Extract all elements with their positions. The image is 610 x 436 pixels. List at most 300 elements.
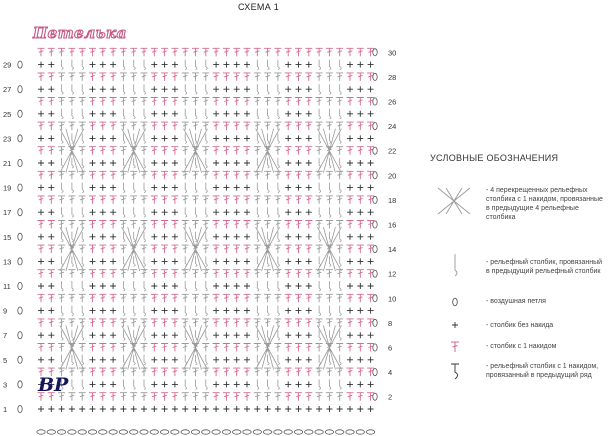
double-crochet-stitch <box>295 319 302 327</box>
double-crochet-stitch <box>285 270 292 278</box>
row-number-left: 3 <box>3 380 8 390</box>
double-crochet-stitch <box>285 73 292 81</box>
relief-post-stitch <box>278 84 280 94</box>
double-crochet-stitch <box>254 245 261 253</box>
double-crochet-stitch <box>285 147 292 155</box>
double-crochet-stitch <box>120 196 127 204</box>
double-crochet-stitch <box>295 294 302 302</box>
single-crochet-stitch <box>357 62 363 68</box>
double-crochet-stitch <box>357 294 364 302</box>
double-crochet-stitch <box>141 393 148 401</box>
double-crochet-stitch <box>110 221 117 229</box>
double-crochet-stitch <box>213 270 220 278</box>
turning-chain <box>18 332 22 339</box>
double-crochet-stitch <box>58 171 65 179</box>
single-crochet-stitch <box>244 62 250 68</box>
row-number-left: 29 <box>3 60 12 70</box>
relief-post-stitch <box>123 60 125 70</box>
relief-post-stitch <box>72 379 74 389</box>
double-crochet-stitch <box>254 171 261 179</box>
double-crochet-stitch <box>58 147 65 155</box>
chain-stitch <box>294 430 302 434</box>
relief-post-stitch <box>268 109 270 119</box>
double-crochet-stitch <box>130 270 137 278</box>
double-crochet-stitch <box>58 98 65 106</box>
double-crochet-stitch <box>316 245 323 253</box>
double-crochet-stitch <box>295 245 302 253</box>
double-crochet-stitch <box>357 393 364 401</box>
double-crochet-stitch <box>130 319 137 327</box>
double-crochet-stitch <box>223 221 230 229</box>
double-crochet-stitch <box>357 147 364 155</box>
double-crochet-stitch <box>336 368 343 376</box>
single-crochet-stitch <box>151 86 157 92</box>
single-crochet-stitch <box>172 332 178 338</box>
relief-post-stitch <box>340 330 342 340</box>
single-crochet-stitch <box>275 406 281 412</box>
double-crochet-stitch <box>305 48 312 56</box>
double-crochet-stitch <box>295 196 302 204</box>
relief-post-stitch <box>144 133 146 143</box>
single-crochet-stitch <box>244 135 250 141</box>
double-crochet-stitch <box>120 73 127 81</box>
double-crochet-stitch <box>202 171 209 179</box>
chain-stitch <box>150 430 158 434</box>
double-crochet-stitch <box>141 98 148 106</box>
double-crochet-stitch <box>254 368 261 376</box>
double-crochet-stitch <box>213 171 220 179</box>
double-crochet-stitch <box>120 344 127 352</box>
double-crochet-stitch <box>254 221 261 229</box>
single-crochet-stitch <box>306 62 312 68</box>
double-crochet-stitch <box>192 98 199 106</box>
single-crochet-stitch <box>162 86 168 92</box>
single-crochet-stitch <box>172 258 178 264</box>
double-crochet-stitch <box>151 147 158 155</box>
double-crochet-stitch <box>99 270 106 278</box>
double-crochet-stitch <box>336 122 343 130</box>
double-crochet-stitch <box>336 98 343 106</box>
single-crochet-stitch <box>48 111 54 117</box>
relief-post-stitch <box>319 60 321 70</box>
single-crochet-stitch <box>48 234 54 240</box>
relief-post-stitch <box>134 207 136 217</box>
double-crochet-stitch <box>202 368 209 376</box>
single-crochet-stitch <box>213 209 219 215</box>
double-crochet-stitch <box>89 48 96 56</box>
row-number-left: 13 <box>3 257 12 267</box>
relief-stitches <box>60 60 342 390</box>
double-crochet-stitch <box>295 147 302 155</box>
double-crochet-stitch <box>192 48 199 56</box>
single-crochet-stitch <box>347 135 353 141</box>
single-crochet-stitch <box>151 332 157 338</box>
double-crochet-stitch <box>357 319 364 327</box>
single-crochet-stitch <box>357 258 363 264</box>
double-crochet-stitch <box>285 171 292 179</box>
double-crochet-stitch <box>89 270 96 278</box>
single-crochet-stitch <box>296 308 302 314</box>
single-crochet-stitch <box>285 111 291 117</box>
single-crochet-stitch <box>172 406 178 412</box>
double-crochet-stitch <box>110 73 117 81</box>
relief-post-stitch <box>123 379 125 389</box>
double-crochet-stitch <box>223 196 230 204</box>
double-crochet-stitch <box>99 344 106 352</box>
relief-post-stitch <box>82 306 84 316</box>
row-number-right: 30 <box>388 48 397 58</box>
relief-post-stitch <box>319 109 321 119</box>
relief-post-stitch <box>144 183 146 193</box>
double-crochet-stitch <box>161 171 168 179</box>
single-crochet-stitch <box>90 209 96 215</box>
double-crochet-stitch <box>171 171 178 179</box>
double-crochet-stitch <box>357 344 364 352</box>
single-crochet-stitch <box>234 185 240 191</box>
double-crochet-stitch <box>285 344 292 352</box>
single-crochet-stitch <box>285 135 291 141</box>
relief-post-stitch <box>144 158 146 168</box>
double-crochet-stitch <box>58 122 65 130</box>
double-crochet-stitch <box>305 393 312 401</box>
single-crochet-stitch <box>357 135 363 141</box>
double-crochet-stitch <box>244 270 251 278</box>
double-crochet-stitch <box>161 98 168 106</box>
double-crochet-stitch <box>233 171 240 179</box>
single-crochet-stitch <box>151 209 157 215</box>
single-crochet-stitch <box>48 62 54 68</box>
double-crochet-stitch <box>79 122 86 130</box>
single-crochet-stitch <box>100 308 106 314</box>
single-crochet-stitch <box>141 406 147 412</box>
single-crochet-stitch <box>100 86 106 92</box>
relief-post-stitch <box>134 256 136 266</box>
relief-post-stitch <box>268 355 270 365</box>
double-crochet-stitch <box>254 270 261 278</box>
double-crochet-stitch <box>99 98 106 106</box>
double-crochet-stitch <box>79 196 86 204</box>
double-crochet-stitch <box>151 98 158 106</box>
single-crochet-stitch <box>38 357 44 363</box>
double-crochet-stitch <box>79 270 86 278</box>
single-crochet-stitch <box>244 160 250 166</box>
double-crochet-stitch <box>120 294 127 302</box>
turning-chain <box>18 86 22 93</box>
row-number-left: 21 <box>3 159 12 168</box>
double-crochet-stitch <box>233 196 240 204</box>
single-crochet-stitch <box>223 381 229 387</box>
double-crochet-stitch <box>264 319 271 327</box>
single-crochet-stitch <box>306 160 312 166</box>
single-crochet-stitch <box>357 185 363 191</box>
turning-chain <box>373 369 377 376</box>
double-crochet-stitch <box>223 270 230 278</box>
relief-post-stitch <box>144 355 146 365</box>
relief-post-stitch <box>134 109 136 119</box>
single-crochet-stitch <box>306 111 312 117</box>
single-crochet-stitch <box>213 185 219 191</box>
double-crochet-stitch <box>347 73 354 81</box>
relief-post-stitch <box>278 133 280 143</box>
single-crochet-stitch <box>234 86 240 92</box>
single-crochet-stitch <box>110 234 116 240</box>
relief-post-stitch <box>329 330 331 340</box>
single-crochet-stitch <box>90 357 96 363</box>
single-crochet-stitch <box>347 258 353 264</box>
double-crochet-stitch <box>305 171 312 179</box>
double-crochet-stitch <box>79 48 86 56</box>
row-number-right: 4 <box>388 368 393 378</box>
double-crochet-stitch <box>192 294 199 302</box>
single-crochet-stitch <box>368 209 374 215</box>
double-crochet-stitch <box>141 48 148 56</box>
turning-chain <box>373 221 377 228</box>
double-crochet-stitch <box>274 221 281 229</box>
double-crochet-stitch <box>305 270 312 278</box>
double-crochet-stitch <box>202 294 209 302</box>
double-crochet-stitch <box>202 48 209 56</box>
double-crochet-stitch <box>223 368 230 376</box>
double-crochet-stitch <box>110 270 117 278</box>
single-crochet-stitch <box>296 406 302 412</box>
single-crochet-stitch <box>48 406 54 412</box>
double-crochet-stitch <box>233 245 240 253</box>
double-crochet-stitch <box>347 221 354 229</box>
single-crochet-stitch <box>223 357 229 363</box>
single-crochet-stitch <box>38 86 44 92</box>
chain-stitch <box>140 430 148 434</box>
double-crochet-stitch <box>202 196 209 204</box>
single-crochet-stitch <box>151 283 157 289</box>
double-crochet-stitch <box>347 319 354 327</box>
double-crochet-stitch <box>213 196 220 204</box>
single-crochet-stitch <box>151 258 157 264</box>
single-crochet-stitch <box>182 406 188 412</box>
single-crochet-stitch <box>151 160 157 166</box>
single-crochet-stitch <box>172 185 178 191</box>
relief-post-stitch <box>82 355 84 365</box>
single-crochet-stitch <box>213 357 219 363</box>
double-crochet-stitch <box>89 294 96 302</box>
single-crochet-stitch <box>172 209 178 215</box>
single-crochet-stitch <box>162 111 168 117</box>
double-crochet-stitch <box>295 393 302 401</box>
double-crochet-stitch <box>244 294 251 302</box>
relief-post-stitch <box>123 183 125 193</box>
double-crochet-stitch <box>295 368 302 376</box>
single-crochet-stitch <box>193 406 199 412</box>
chain-stitch <box>202 430 210 434</box>
double-crochet-stitch <box>182 48 189 56</box>
double-crochet-stitch <box>316 294 323 302</box>
double-crochet-stitch <box>99 147 106 155</box>
single-crochet-stitch <box>223 209 229 215</box>
double-crochet-stitch <box>171 368 178 376</box>
turning-chain <box>373 344 377 351</box>
relief-post-stitch <box>62 84 64 94</box>
relief-post-stitch <box>82 232 84 242</box>
single-crochet-stitch <box>296 258 302 264</box>
legend-title: УСЛОВНЫЕ ОБОЗНАЧЕНИЯ <box>430 153 559 163</box>
single-crochet-stitch <box>347 185 353 191</box>
relief-post-stitch <box>144 379 146 389</box>
double-crochet-stitch <box>274 319 281 327</box>
turning-chain <box>373 295 377 302</box>
double-crochet-stitch <box>38 245 45 253</box>
double-crochet-stitch <box>68 48 75 56</box>
single-crochet-stitch <box>213 332 219 338</box>
relief-post-stitch <box>257 379 259 389</box>
double-crochet-stitch <box>233 221 240 229</box>
double-crochet-stitch <box>151 48 158 56</box>
single-crochet-stitch <box>38 332 44 338</box>
relief-post-stitch <box>319 281 321 291</box>
single-crochet-stitch <box>162 332 168 338</box>
double-crochet-stitch <box>316 344 323 352</box>
single-crochet-stitch <box>59 406 65 412</box>
double-crochet-stitch <box>316 73 323 81</box>
single-crochet-stitch <box>285 308 291 314</box>
relief-post-stitch <box>185 109 187 119</box>
relief-post-stitch <box>196 84 198 94</box>
turning-chain <box>18 159 22 166</box>
relief-post-stitch <box>268 207 270 217</box>
single-crochet-stitch <box>48 357 54 363</box>
double-crochet-stitch <box>233 147 240 155</box>
double-crochet-stitch <box>336 48 343 56</box>
double-crochet-stitch <box>336 171 343 179</box>
double-crochet-stitch <box>274 270 281 278</box>
double-crochet-stitch <box>182 147 189 155</box>
single-crochet-stitch <box>213 308 219 314</box>
single-crochet-stitch <box>223 258 229 264</box>
relief-post-stitch <box>196 330 198 340</box>
chain-stitch <box>233 430 241 434</box>
double-crochet-stitch <box>285 98 292 106</box>
double-crochet-stitch <box>305 221 312 229</box>
double-crochet-stitch <box>120 221 127 229</box>
double-crochet-stitch <box>48 270 55 278</box>
double-crochet-stitch <box>305 147 312 155</box>
relief-post-stitch <box>144 232 146 242</box>
double-crochet-stitch <box>254 196 261 204</box>
single-crochet-stitch <box>223 283 229 289</box>
relief-post-stitch <box>329 306 331 316</box>
double-crochet-stitch <box>48 122 55 130</box>
single-crochet-stitch <box>244 308 250 314</box>
double-crochet-stitch <box>202 393 209 401</box>
relief-post-stitch <box>340 158 342 168</box>
single-crochet-stitch <box>213 406 219 412</box>
single-crochet-stitch <box>90 135 96 141</box>
relief-post-stitch <box>340 133 342 143</box>
double-crochet-stitch <box>192 270 199 278</box>
double-crochet-stitch <box>274 196 281 204</box>
relief-post-stitch <box>329 207 331 217</box>
double-crochet-stitch <box>79 319 86 327</box>
single-crochet-stitch <box>151 308 157 314</box>
single-crochet-stitch <box>162 283 168 289</box>
single-crochet-stitch <box>162 160 168 166</box>
double-crochet-stitch <box>254 48 261 56</box>
double-crochet-stitch <box>38 171 45 179</box>
single-crochet-stitch <box>368 111 374 117</box>
chain-stitch <box>284 430 292 434</box>
relief-post-stitch <box>134 281 136 291</box>
single-crochet-stitch <box>90 111 96 117</box>
double-crochet-stitch <box>110 122 117 130</box>
double-crochet-stitch <box>171 48 178 56</box>
single-crochet-stitch <box>151 135 157 141</box>
double-crochet-stitch <box>120 147 127 155</box>
double-crochet-stitch <box>316 221 323 229</box>
double-crochet-stitch <box>68 393 75 401</box>
single-crochet-stitch <box>110 86 116 92</box>
double-crochet-stitch <box>38 221 45 229</box>
chain-stitch <box>130 430 138 434</box>
double-crochet-stitch <box>264 73 271 81</box>
double-crochet-stitch <box>151 319 158 327</box>
relief-post-stitch <box>82 281 84 291</box>
chain-stitch <box>68 430 76 434</box>
double-crochet-stitch <box>202 73 209 81</box>
double-crochet-stitch <box>305 344 312 352</box>
double-crochet-stitch <box>110 245 117 253</box>
single-crochet-stitch <box>357 381 363 387</box>
relief-post-stitch <box>196 256 198 266</box>
double-crochet-stitch <box>48 221 55 229</box>
row-number-left: 15 <box>3 232 12 242</box>
double-crochet-stitch <box>89 171 96 179</box>
double-crochet-stitch <box>130 393 137 401</box>
single-crochet-stitch <box>110 160 116 166</box>
single-crochet-stitch <box>368 234 374 240</box>
single-crochet-stitch <box>357 357 363 363</box>
single-crochet-stitch <box>172 234 178 240</box>
single-crochet-stitch <box>38 209 44 215</box>
double-crochet-stitch <box>161 344 168 352</box>
chain-stitch <box>305 430 313 434</box>
double-crochet-stitch <box>326 48 333 56</box>
turning-chain <box>373 98 377 105</box>
double-crochet-stitch <box>295 48 302 56</box>
double-crochet-stitch <box>141 294 148 302</box>
row-number-left: 19 <box>3 183 12 193</box>
relief-post-stitch <box>340 207 342 217</box>
double-crochet-stitch <box>202 221 209 229</box>
relief-post-stitch <box>185 379 187 389</box>
double-crochet-stitch <box>99 73 106 81</box>
double-crochet-stitch <box>38 196 45 204</box>
single-crochet-stitch <box>213 62 219 68</box>
relief-post-stitch <box>257 109 259 119</box>
double-crochet-stitch <box>254 98 261 106</box>
double-crochet-stitch <box>326 122 333 130</box>
single-crochet-stitch <box>110 357 116 363</box>
single-crochet-stitch <box>234 357 240 363</box>
relief-post-stitch <box>319 84 321 94</box>
single-crochet-stitch <box>296 111 302 117</box>
double-crochet-stitch <box>171 147 178 155</box>
row-number-right: 10 <box>388 294 397 304</box>
relief-post-stitch <box>268 379 270 389</box>
single-crochet-stitch <box>368 357 374 363</box>
single-crochet-stitch <box>337 406 343 412</box>
double-crochet-stitch <box>99 48 106 56</box>
double-crochet-stitch <box>244 393 251 401</box>
single-crochet-stitch <box>347 209 353 215</box>
single-crochet-stitch <box>244 357 250 363</box>
